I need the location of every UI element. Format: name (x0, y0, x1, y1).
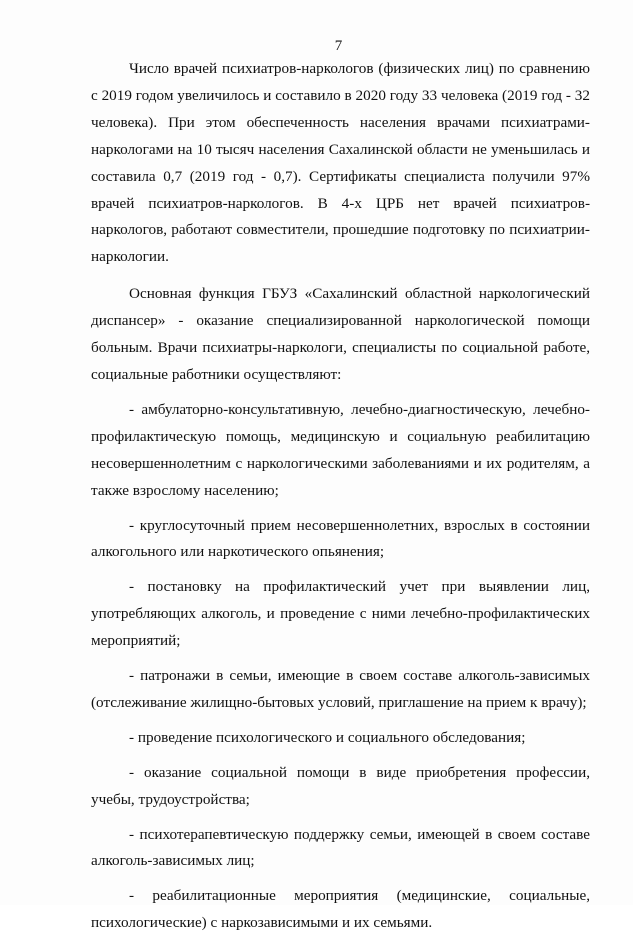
page-number: 7 (334, 38, 343, 54)
paragraph-staffing: Число врачей психиатров-наркологов (физических лиц) по сравнению с 2019 годом увеличилось и составило в 2020 году 33 человека (2019 год - 32 человека). При этом обеспеченность населения врачами психиатрами-наркологами на 10 тысяч населения Сахалинской области не уменьшилась и составила 0,7 (2019 год - 0,7). Сертификаты специалиста получили 97% врачей психиатров-наркологов. В 4-х ЦРБ нет врачей психиатров-наркологов, работают совместители, прошедшие подготовку по психиатрии-наркологии. (91, 60, 590, 266)
paragraph-main-function: Основная функция ГБУЗ «Сахалинский областной наркологический диспансер» - оказание специализированной наркологической помощи больным. Врачи психиатры-наркологи, специалисты по социальной работе, социальные работники осуществляют: (91, 285, 590, 383)
list-item: - патронажи в семьи, имеющие в своем составе алкоголь-зависимых (отслеживание жилищно-бытовых условий, приглашение на прием к врачу); (91, 667, 590, 711)
list-item: - амбулаторно-консультативную, лечебно-диагностическую, лечебно-профилактическую помощь, медицинскую и социальную реабилитацию несовершеннолетним с наркологическими заболеваниями и их родителям, а также взрослому населению; (91, 400, 590, 499)
list-item: - оказание социальной помощи в виде приобретения профессии, учебы, трудоустройства; (91, 763, 590, 808)
list-item: - проведение психологического и социального обследования; (129, 728, 526, 746)
list-item: - круглосуточный прием несовершеннолетних, взрослых в состоянии алкогольного или наркотического опьянения; (91, 516, 590, 561)
list-item: - реабилитационные мероприятия (медицинские, социальные, психологические) с наркозависимыми и их семьями. (91, 887, 590, 932)
list-item: - психотерапевтическую поддержку семьи, имеющей в своем составе алкоголь-зависимых лиц; (91, 825, 590, 870)
list-item: - постановку на профилактический учет при выявлении лиц, употребляющих алкоголь, и проведение с ними лечебно-профилактических мероприятий; (91, 578, 590, 650)
document-body (91, 56, 590, 937)
